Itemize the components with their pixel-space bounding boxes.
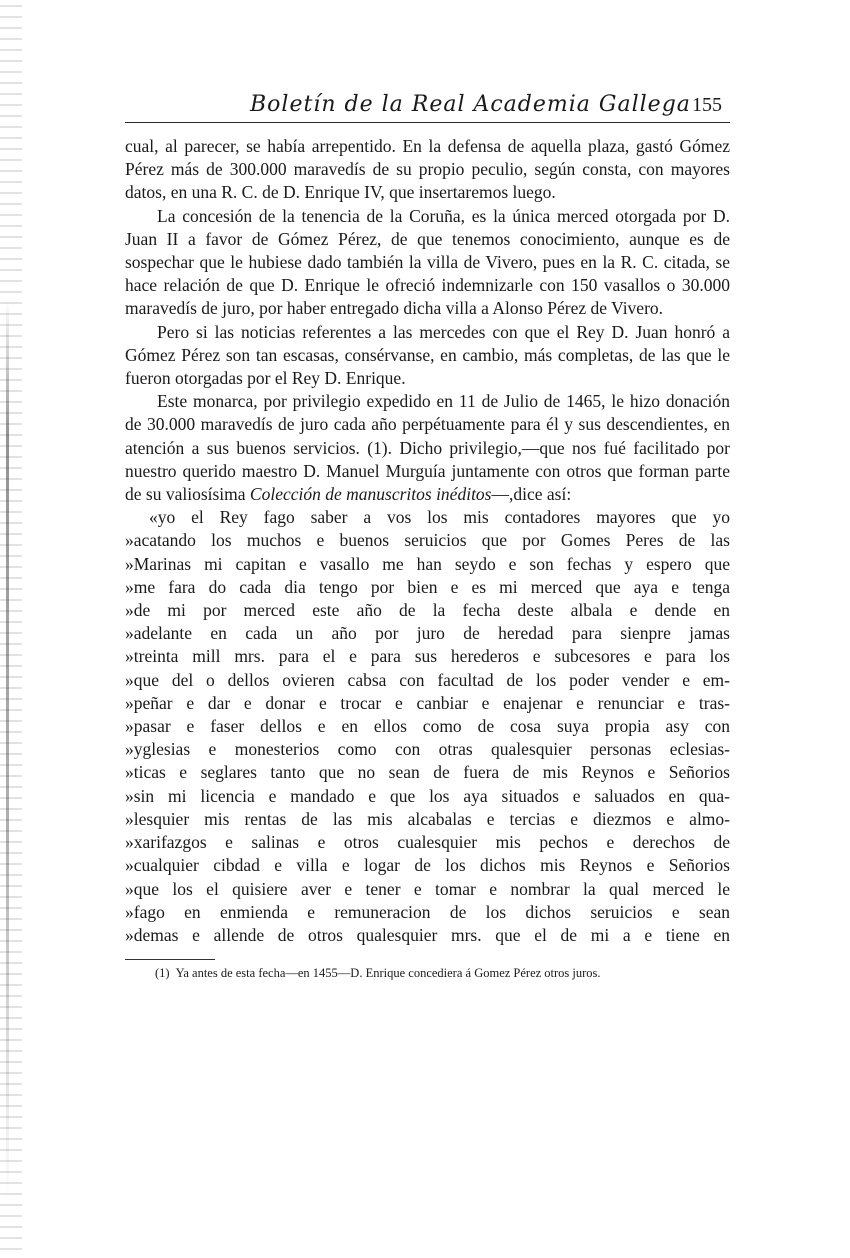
quote-line: »yglesias e monesterios como con otras qualesquier personas eclesias- bbox=[125, 739, 730, 760]
book-page bbox=[125, 90, 730, 981]
quote-line: «yo el Rey fago saber a vos los mis contadores mayores que yo bbox=[149, 507, 730, 528]
footnote-rule bbox=[125, 959, 215, 960]
quote-line: »peñar e dar e donar e trocar e canbiar e enajenar e renunciar e tras- bbox=[125, 692, 730, 713]
quote-line: »demas e allende de otros qualesquier mrs. que el de mi a e tiene en bbox=[125, 924, 730, 945]
binding-shadow bbox=[6, 300, 9, 1200]
paragraph-privilegio bbox=[125, 390, 730, 506]
quote-line: »cualquier cibdad e villa e logar de los dichos mis Reynos e Señorios bbox=[125, 855, 730, 876]
collection-tail: —,dice así: bbox=[491, 484, 572, 505]
paragraph-mercedes: Pero si las noticias referentes a las mercedes con que el Rey D. Juan honró a Gómez Pérez son tan escasas, consérvanse, en cambio, más completas, de las que le fueron otorgadas por el Rey D. Enrique. bbox=[125, 321, 730, 389]
royal-privilege-quote bbox=[125, 506, 730, 947]
quote-line: »treinta mill mrs. para el e para sus herederos e subcesores e para los bbox=[125, 646, 730, 667]
page-number: 155 bbox=[692, 94, 722, 116]
footnote-text: Ya antes de esta fecha—en 1455—D. Enrique concediera á Gomez Pérez otros juros. bbox=[175, 966, 601, 981]
footnote-marker: (1) bbox=[155, 966, 170, 981]
privilegio-text: Este monarca, por privilegio expedido en 11 de Julio de 1465, le hizo donación de 30.000 maravedís de juro cada año perpétuamente para él y sus descendientes, en atención a sus buenos servicios. (1). Dicho privilegio,—que nos fué facilitado por nuestro querido maestro D. Manuel Murguía juntamente con otros que forman parte de su valiosísima bbox=[125, 391, 730, 505]
quote-line: »ticas e seglares tanto que no sean de fuera de mis Reynos e Señorios bbox=[125, 762, 730, 783]
body-text bbox=[125, 135, 730, 981]
quote-line: »de mi por merced este año de la fecha deste albala e dende en bbox=[125, 600, 730, 621]
quote-line: »Marinas mi capitan e vasallo me han seydo e son fechas y espero que bbox=[125, 553, 730, 574]
quote-line: »xarifazgos e salinas e otros cualesquier mis pechos e derechos de bbox=[125, 832, 730, 853]
quote-line: »pasar e faser dellos e en ellos como de cosa suya propia asy con bbox=[125, 716, 730, 737]
quote-line: »lesquier mis rentas de las mis alcabalas e tercias e diezmos e almo- bbox=[125, 808, 730, 829]
quote-line: »sin mi licencia e mandado e que los aya situados e saluados en qua- bbox=[125, 785, 730, 806]
paragraph-continuation: cual, al parecer, se había arrepentido. En la defensa de aquella plaza, gastó Gómez Pérez más de 300.000 maravedís de su propio peculio, según consta, con mayores datos, en una R. C. de D. Enrique IV, que insertaremos luego. bbox=[125, 136, 730, 203]
journal-title: Boletín de la Real Academia Gallega bbox=[250, 92, 691, 117]
running-header bbox=[125, 90, 730, 123]
quote-line: »me fara do cada dia tengo por bien e es mi merced que aya e tenga bbox=[125, 576, 730, 597]
quote-line: »que del o dellos ovieren cabsa con facultad de los poder vender e em- bbox=[125, 669, 730, 690]
page-binding-edge bbox=[0, 0, 22, 1258]
quote-line: »fago en enmienda e remuneracion de los dichos seruicios e sean bbox=[125, 901, 730, 922]
quote-line: »acatando los muchos e buenos seruicios que por Gomes Peres de las bbox=[125, 530, 730, 551]
collection-title: Colección de manuscritos inéditos bbox=[249, 484, 492, 505]
quote-line: »que los el quisiere aver e tener e tomar e nombrar la qual merced le bbox=[125, 878, 730, 899]
paragraph-coruna: La concesión de la tenencia de la Coruña, es la única merced otorgada por D. Juan II a favor de Gómez Pérez, de que tenemos conocimiento, aunque es de sospechar que le hubiese dado también la villa de Vivero, pues en la R. C. citada, se hace relación de que D. Enrique le ofreció indemnizarle con 150 vasallos o 30.000 maravedís de juro, por haber entregado dicha villa a Alonso Pérez de Vivero. bbox=[125, 205, 730, 319]
footnote bbox=[125, 966, 730, 981]
quote-line: »adelante en cada un año por juro de heredad para sienpre jamas bbox=[125, 623, 730, 644]
